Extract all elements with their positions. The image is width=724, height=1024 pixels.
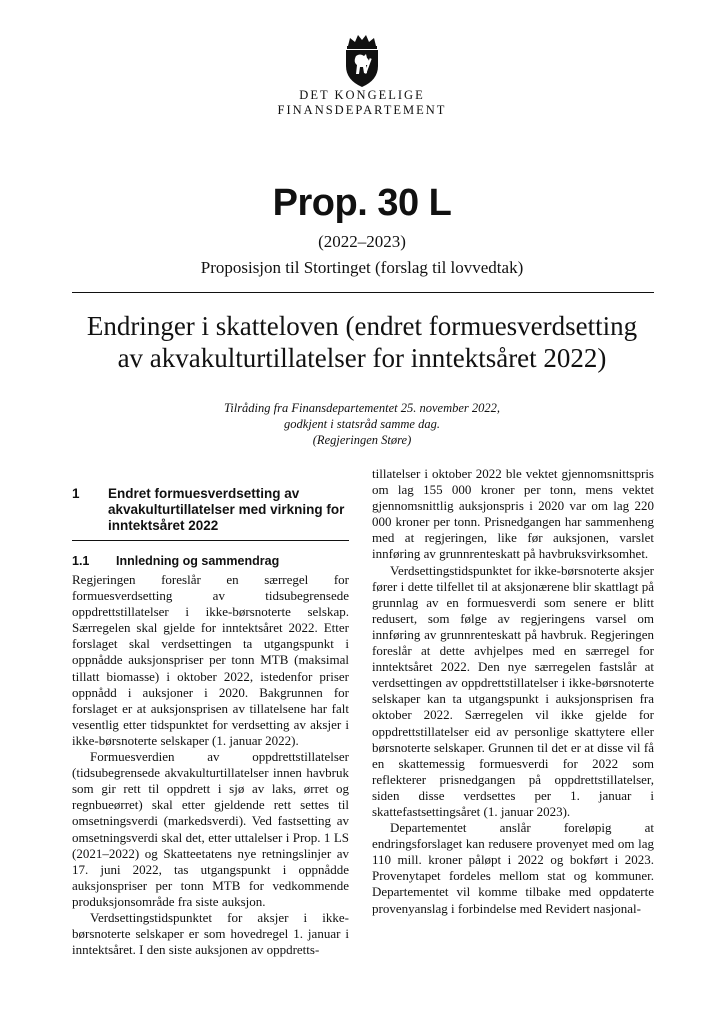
subsection-heading — [72, 553, 349, 569]
document-title-line-2: av akvakulturtillatelser for inntektsåret 2022) — [117, 343, 607, 373]
approval-line-2: godkjent i statsråd samme dag. — [284, 417, 440, 431]
document-title — [50, 310, 674, 374]
approval-line-3: (Regjeringen Støre) — [312, 433, 412, 447]
left-column — [72, 466, 349, 958]
approval-line-1: Tilråding fra Finansdepartementet 25. november 2022, — [223, 401, 501, 415]
session-years: (2022–2023) — [318, 232, 406, 251]
section-title: Endret formuesverdsetting av akvakulturtillatelser med virkning for inntektsåret 2022 — [108, 486, 345, 533]
paragraph: Departementet anslår foreløpig at endringsforslaget kan redusere provenyet med om lag 110 mill. kroner påløpt i 2022 og bokført i 2023. Provenytapet fordeles mellom stat og kommuner. Departementet vil komme tilbake med oppdaterte provenyanslag i forbindelse med Revidert nasjonal- — [372, 820, 654, 916]
header-divider — [72, 292, 654, 293]
norwegian-coat-of-arms-icon — [336, 32, 388, 88]
subsection-number: 1.1 — [72, 554, 90, 568]
paragraph: Formuesverdien av oppdrettstillatelser (tidsubegrensede akvakulturtillatelser innen havbruk som gir rett til oppdrett i sjø av laks, ørret og regnbueørret) skal etter gjeldende rett settes til omsetningsverdi (markedsverdi). Ved fastsetting av omsetningsverdi skal det, etter uttalelser i Prop. 1 LS (2021–2022) og Skatteetatens nye retningslinjer av 17. juni 2022, tas utgangspunkt i oppnådde auksjonspriser per tonn MTB for vedkommende produksjonsområde fra siste auksjon. — [72, 749, 349, 909]
paragraph: tillatelser i oktober 2022 ble vektet gjennomsnittspris om lag 155 000 kroner per tonn, mens vektet gjennomsnittlig auksjonspris i 2020 var om lag 220 000 kroner per tonn. Prisnedgangen har sammenheng med at regjeringen, like før auksjonen, varslet innføring av grunnrenteskatt på havbruksvirksomhet. — [372, 466, 654, 562]
paragraph: Verdsettingstidspunktet for ikke-børsnoterte aksjer fører i dette tilfellet til at aksjonærene blir skattlagt på grunnlag av en formuesverdi som senere er blitt redusert, som følge av regjeringens varsel om innføring av grunnrenteskatt på havbruk. Regjeringen foreslår at dette avhjelpes med en særregel for inntektsåret 2022. Den nye særregelen fastslår at verdsettingen av oppdrettstillatelser i ikke-børsnoterte selskaper kan ta utgangspunkt i auksjonsprisen fra oktober 2022. Særregelen vil ikke gjelde for oppdrettstillatelser eid av personlige skattytere eller børsnoterte selskaper. Grunnen til det er at disse vil få en skattemessig formuesverdi for 2022 som reflekterer prisnedgangen på oppdrettstillatelser, siden disse verdsettes per 1. januar i skattefastsettingsåret (1. januar 2023). — [372, 562, 654, 819]
ministry-name-line-2: FINANSDEPARTEMENT — [277, 103, 447, 117]
paragraph: Regjeringen foreslår en særregel for formuesverdsetting av tidsubegrensede oppdrettstillatelser i ikke-børsnoterte selskap. Særregelen skal gjelde for inntektsåret 2022. Etter forslaget skal verdsettingen ta utgangspunkt i oppnådde auksjonspriser per tonn MTB (maksimal tillatt biomasse) i oktober 2022, istedenfor priser oppnådd i auksjoner i 2020. Bakgrunnen for forslaget er at auksjonsprisen av tillatelsene har falt vesentlig etter tidspunktet for verdsetting av aksjer i ikke-børsnoterte selskaper (1. januar 2022). — [72, 572, 349, 748]
section-number: 1 — [72, 486, 80, 501]
section-heading — [72, 486, 349, 541]
ministry-name-line-1: DET KONGELIGE — [299, 88, 425, 102]
paragraph: Verdsettingstidspunktet for aksjer i ikke-børsnoterte selskaper er som hovedregel 1. januar i inntektsåret. I den siste auksjonen av oppdretts- — [72, 909, 349, 958]
approval-note — [0, 400, 724, 448]
proposition-subtitle: Proposisjon til Stortinget (forslag til lovvedtak) — [200, 258, 524, 277]
document-title-line-1: Endringer i skatteloven (endret formuesverdsetting — [86, 311, 638, 341]
right-column — [372, 466, 654, 917]
proposition-number: Prop. 30 L — [272, 182, 452, 224]
subsection-title: Innledning og sammendrag — [116, 554, 280, 568]
